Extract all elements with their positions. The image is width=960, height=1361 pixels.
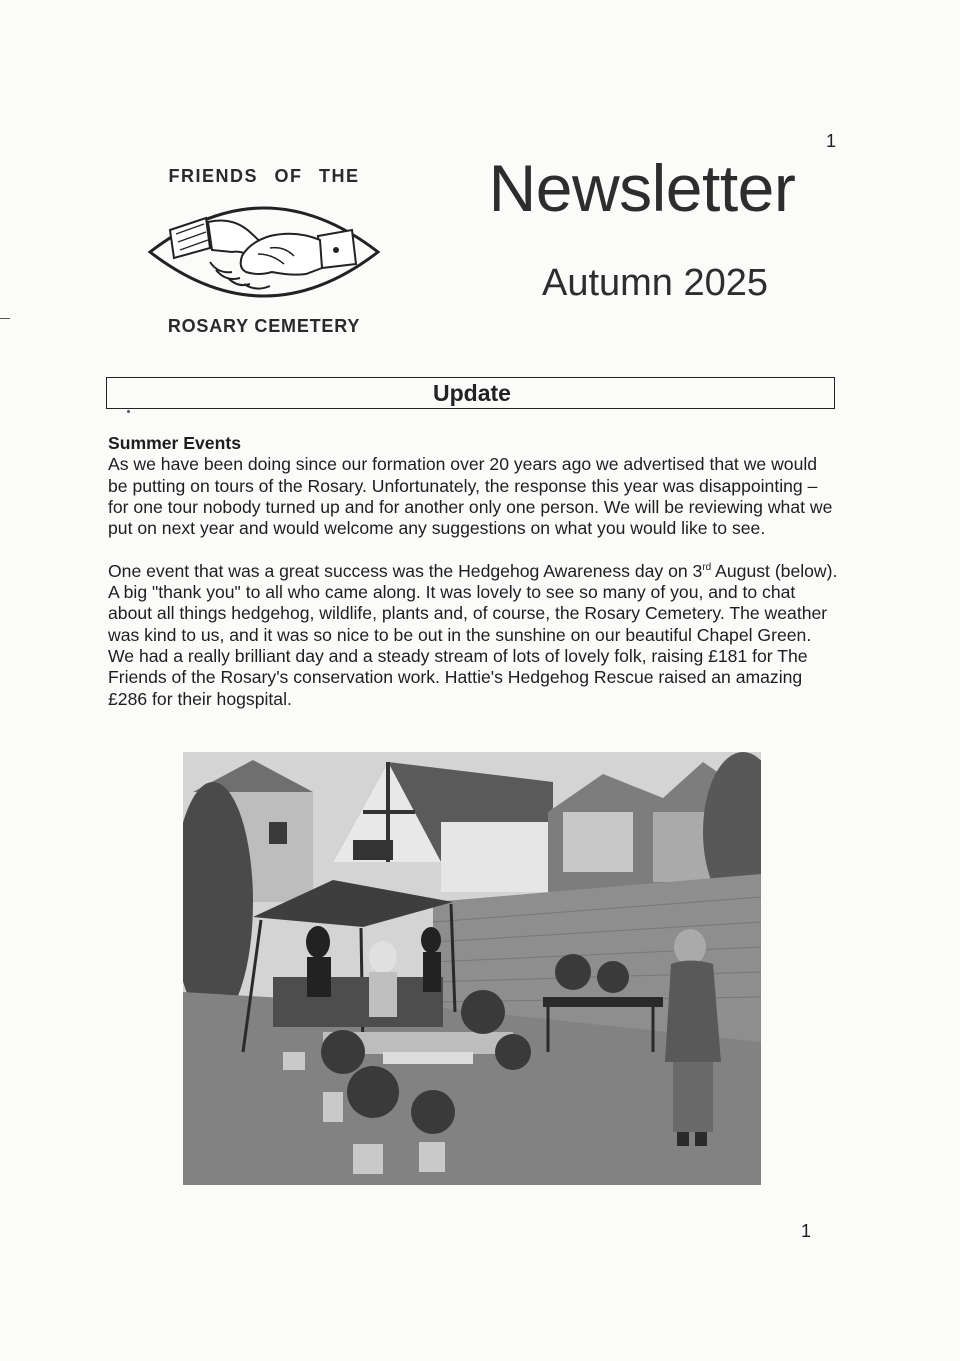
article-paragraph: As we have been doing since our formation over 20 years ago we advertised that we would be putting on tours of the Rosary. Unfortunately, the response this year was disappointing – for one tour nobody turned up and for another only one person. We will be reviewing what we put on next year and would welcome any suggestions on what you would like to see. xyxy=(108,454,833,539)
article-heading: Summer Events xyxy=(108,433,241,453)
paragraph-text: One event that was a great success was the Hedgehog Awareness day on 3 xyxy=(108,560,703,581)
logo-text-bottom: ROSARY CEMETERY xyxy=(167,316,361,336)
article-paragraph xyxy=(108,561,838,710)
handshake-logo-icon xyxy=(146,190,382,314)
article-body xyxy=(108,433,838,710)
newsletter-title: Newsletter xyxy=(488,151,796,225)
page-number-bottom: 1 xyxy=(801,1221,812,1241)
event-photo xyxy=(183,752,761,1185)
paragraph-text: August (below). A big "thank you" to all who came along. It was lovely to see so many of you, and to chat about all things hedgehog, wildlife, plants and, of course, the Rosary Cemetery. The weather was kind to us, and it was so nice to be out in the sunshine on our beautiful Chapel Green. We had a really brilliant day and a steady stream of lots of lovely folk, raising £181 for The Friends of the Rosary's conservation work. Hattie's Hedgehog Rescue raised an amazing £286 for their hogspital. xyxy=(108,560,838,709)
scan-mark xyxy=(127,410,130,413)
scan-mark xyxy=(0,318,10,319)
page-number-top: 1 xyxy=(826,131,837,151)
ordinal-suffix: rd xyxy=(702,561,712,573)
logo-text-top: FRIENDS OF THE xyxy=(168,166,360,186)
section-title: Update xyxy=(433,380,511,406)
newsletter-subtitle: Autumn 2025 xyxy=(541,262,769,304)
